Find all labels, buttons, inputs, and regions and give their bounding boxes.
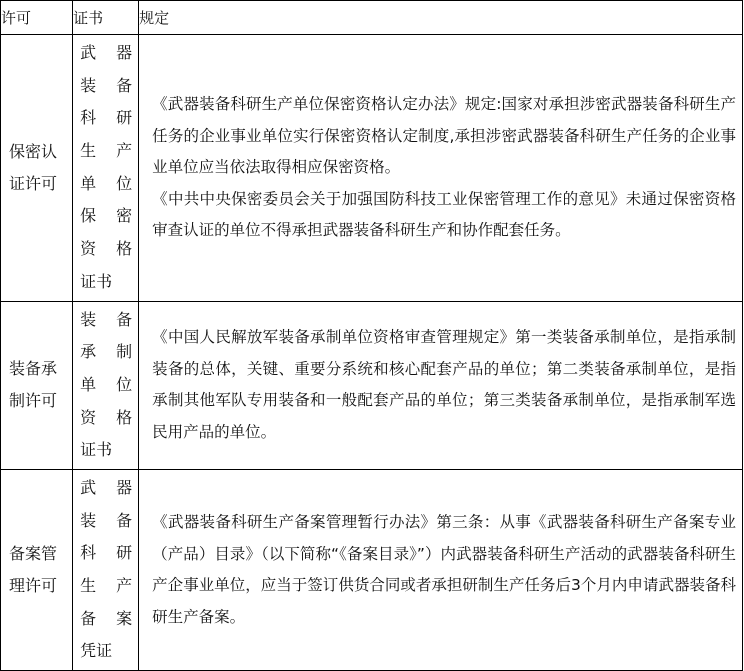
certificate-cell [73,469,139,670]
permit-cell: 保密认证许可 [1,35,73,302]
certificate-cell [73,301,139,469]
certificate-line: 资格 [80,239,133,259]
table-row-filing [1,469,743,670]
permit-cell: 装备承制许可 [1,301,73,469]
certificate-line: 科研 [80,108,133,128]
table-row-confidentiality [1,35,743,302]
certificate-line: 资格 [80,407,133,427]
regulation-cell [139,301,743,469]
certificate-line: 证书 [80,440,113,460]
certificate-line: 装备 [80,309,133,329]
header-regulation: 规定 [139,1,743,35]
certificate-line: 单位 [80,173,133,193]
regulation-paragraph: 《中共中央保密委员会关于加强国防科技工业保密管理工作的意见》未通过保密资格审查认证的单位不得承担武器装备科研生产和协作配套任务。 [152,189,736,239]
certificate-line: 武器 [80,477,133,497]
regulation-cell [139,469,743,670]
certificate-line: 装备 [80,510,133,530]
certificate-line: 武器 [80,43,133,62]
certificate-line: 保密 [80,206,133,226]
certificate-line: 单位 [80,374,133,394]
regulation-cell [139,35,743,302]
header-permit: 许可 [1,1,73,35]
certificate-line: 科研 [80,543,133,563]
regulation-paragraph: 《武器装备科研生产单位保密资格认定办法》规定:国家对承担涉密武器装备科研生产任务的企业事业单位实行保密资格认定制度,承担涉密武器装备科研生产任务的企业事业单位应当依法取得相应保密资格。 [152,95,736,176]
regulation-paragraph: 《中国人民解放军装备承制单位资格审查管理规定》第一类装备承制单位，是指承制装备的总体，关键、重要分系统和核心配套产品的单位；第二类装备承制单位，是指承制其他军队专用装备和一般配套产品的单位；第三类装备承制单位，是指承制军选民用产品的单位。 [152,328,736,441]
table-row-equipment [1,301,743,469]
certificate-line: 生产 [80,141,133,161]
certificate-line: 凭证 [80,641,113,661]
certificate-line: 证书 [80,271,113,291]
permit-cell: 备案管理许可 [1,469,73,670]
certificate-line: 装备 [80,75,133,95]
certificate-line: 备案 [80,608,133,628]
header-certificate: 证书 [73,1,139,35]
table-header-row [1,1,743,35]
regulation-paragraph: 《武器装备科研生产备案管理暂行办法》第三条：从事《武器装备科研生产备案专业（产品）目录》（以下简称“《备案目录》”）内武器装备科研生产活动的武器装备科研生产企事业单位，应当于签订供货合同或者承担研制生产任务后3个月内申请武器装备科研生产备案。 [152,513,736,626]
certificate-line: 生产 [80,576,133,595]
certificate-cell [73,35,139,302]
certificate-line: 承制 [80,342,133,362]
